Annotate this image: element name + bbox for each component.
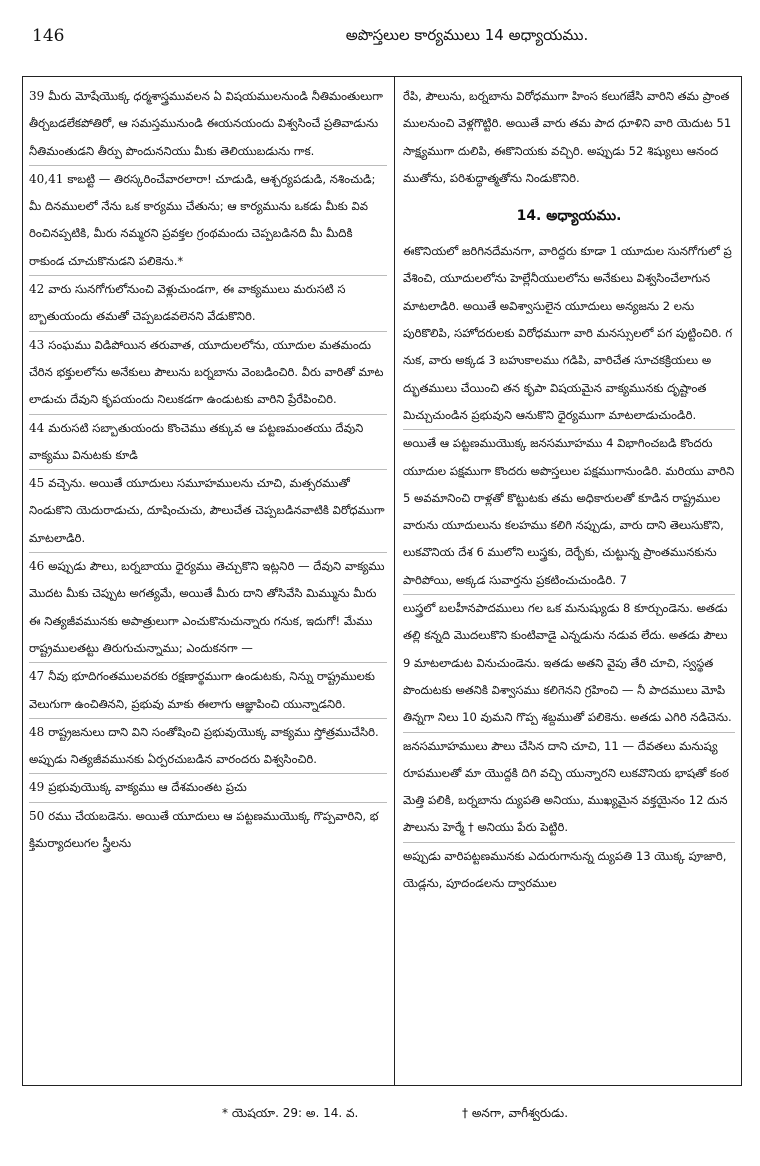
verse-paragraph — [29, 275, 387, 331]
verse-paragraph — [29, 331, 387, 414]
verse-text: ప్రభువుయొక్క వాక్యము ఆ దేశమంతట ప్రచు — [48, 780, 247, 795]
verse-paragraph — [29, 773, 387, 801]
running-title: అపొస్తలుల కార్యములు 14 అధ్యాయము. — [345, 26, 589, 44]
column-divider — [394, 77, 395, 1085]
right-column-body — [403, 238, 735, 897]
page-header — [22, 14, 742, 58]
verse-number: 48 — [29, 724, 45, 739]
verse-paragraph — [29, 165, 387, 275]
verse-text: మీరు మోషేయొక్క ధర్మశాస్త్రమువలన ఏ విషయములనుండి నీతిమంతులుగా తీర్చబడలేకపోతిరో, ఆ సమస్తమునుండి ఈయనయందు విశ్వసించే ప్రతివాడును నీతిమంతుడని తీర్పు పొందుననియు మీకు తెలియుబడును గాక. — [29, 89, 383, 158]
verse-number: 49 — [29, 780, 45, 795]
text-frame — [22, 76, 742, 1086]
verse-paragraph — [403, 594, 735, 731]
verse-number: 45 — [29, 476, 45, 491]
verse-number: 47 — [29, 669, 45, 684]
verse-paragraph — [29, 414, 387, 470]
verse-text: రము చేయబడెను. అయితే యూదులు ఆ పట్టణముయొక్క గొప్పవారిని, భక్తిమర్యాదలుగల స్త్రీలను — [29, 808, 379, 851]
verse-text: రేపి, పౌలును, బర్నబాను విరోధముగా హింస కలుగజేసి వారిని తమ ప్రాంతములనుంచి వెళ్లగొట్టిరి. అయితే వారు తమ పాద ధూళిని వారి యెదుట 51 సాక్ష్యముగా దులిపి, ఈకొనియకు వచ్చిరి. అప్పుడు 52 శిష్యులు ఆనందముతోను, పరిశుద్ధాత్మతోను నిండుకొనిరి. — [403, 89, 732, 185]
page — [22, 14, 742, 1154]
footnote-isaiah: * యెషయా. 29: అ. 14. వ. — [222, 1106, 359, 1120]
verse-text: లుస్త్రలో బలహీనపాదములు గల ఒక మనుష్యుడు 8 కూర్చుండెను. అతడు తల్లి కన్నది మొదలుకొని కుంటివాడై ఎన్నడును నడువ లేదు. అతడు పౌలు 9 మాటలాడుట వినుచుండెను. ఇతడు అతని వైపు తేరి చూచి, స్వస్థత పొందుటకు అతనికి విశ్వాసము కలిగెనని గ్రహించి — నీ పాదములు మోపి తిన్నగా నిలు 10 వుమని గొప్ప శబ్దముతో పలికెను. అతడు ఎగిరి నడిచెను. — [403, 601, 732, 725]
verse-text: ఈకొనియలో జరిగినదేమనగా, వారిద్దరు కూడా 1 యూదుల సునగోగులో ప్రవేశించి, యూదులలోను హెల్లేనీయులలోను అనేకులు విశ్వసించేలాగున మాటలాడిరి. అయితే అవిశ్వాసులైన యూదులు అన్యజను 2 లను పురికొలిపి, సహోదరులకు విరోధముగా వారి మనస్సులలో పగ పుట్టించిరి. గనుక, వారు అక్కడ 3 బహుకాలము గడిపి, వారిచేత సూచకక్రియలు అద్భుతములు చేయించి తన కృపా విషయమైన వాక్యమునకు దృష్టాంతమిచ్చుచుండిన ప్రభువుని ఆనుకొని ధైర్యముగా మాటలాడుచుండిరి. — [403, 244, 733, 422]
verse-text: అప్పుడు వారిపట్టణమునకు ఎదురుగానున్న ద్యుపతి 13 యొక్క పూజారి, యెడ్లను, పూదండలను ద్వారముల — [403, 848, 727, 891]
chapter-heading: 14. అధ్యాయము. — [516, 208, 622, 225]
page-number: 146 — [32, 26, 65, 46]
verse-paragraph — [403, 238, 735, 429]
verse-text: రాష్ట్రజనులు దాని విని సంతోషించి ప్రభువుయొక్క వాక్యము స్తోత్రముచేసిరి. అప్పుడు నిత్యజీవమునకు ఏర్పరచుబడిన వారందరు విశ్వసించిరి. — [29, 724, 379, 767]
verse-paragraph — [29, 662, 387, 718]
verse-text: మరుసటి సబ్బాతుయందు కొంచెము తక్కువ ఆ పట్టణమంతయు దేవుని వాక్యము వినుటకు కూడి — [29, 420, 364, 462]
verse-paragraph — [29, 469, 387, 552]
verse-paragraph — [29, 802, 387, 858]
verse-text: వారు సునగోగులోనుంచి వెళ్లుచుండగా, ఈ వాక్యములు మరుసటి సబ్బాతుయందు తమతో చెప్పబడవలెనని వేడుకొనిరి. — [29, 282, 346, 324]
verse-paragraph — [403, 842, 735, 898]
right-column — [403, 83, 735, 1079]
verse-text: సంఘము విడిపోయిన తరువాత, యూదులలోను, యూదుల మతమందు చేరిన భక్తులలోను అనేకులు పౌలును బర్నబాను వెంబడించిరి. వీరు వారితో మాటలాడుచు దేవుని కృపయందు నిలుకడగా ఉండుటకు వారిని ప్రేరేపించిరి. — [29, 337, 384, 407]
verse-text: నీవు భూదిగంతములవరకు రక్షణార్థముగా ఉండుటకు, నిన్ను రాష్ట్రములకు వెలుగుగా ఉంచితినని, ప్రభువు మాకు ఈలాగు ఆజ్ఞాపించి యున్నాడనిరి. — [29, 669, 375, 711]
verse-number: 40,41 — [29, 171, 64, 186]
verse-text: జనసమూహములు పౌలు చేసిన దాని చూచి, 11 — దేవతలు మనుష్యరూపములతో మా యొద్దకి దిగి వచ్చి యున్నారని లుకవొనియ భాషతో కంఠమెత్తి పలికి, బర్నబాను ద్యుపతి అనియు, ముఖ్యమైన వక్తయైనం 12 దున పౌలును హెర్మే † అనియు పేరు పెట్టిరి. — [403, 738, 729, 835]
verse-text: అయితే ఆ పట్టణముయొక్క జనసమూహము 4 విభాగించబడి కొందరు యూదుల పక్షముగా కొందరు అపొస్తలుల పక్షముగానుండిరి. మరియు వారిని 5 అవమానించి రాళ్లతో కొట్టుటకు తమ అధికారులతో కూడిన రాష్ట్రములవారును యూదులును కలహము కలిగి నప్పుడు, వారు దాని తెలుసుకొని, లుకవొనియ దేశ 6 ములోని లుస్త్రకు, దెర్బేకు, చుట్టున్న ప్రాంతమునకును పారిపోయి, అక్కడ సువార్తను ప్రకటించుచుండిరి. 7 — [403, 436, 735, 587]
verse-paragraph — [403, 429, 735, 594]
verse-paragraph — [29, 83, 387, 165]
verse-paragraph — [403, 732, 735, 842]
verse-number: 39 — [29, 89, 45, 103]
verse-paragraph — [403, 83, 735, 192]
footnote-vageeswara: † అనగా, వాగీశ్వరుడు. — [462, 1106, 569, 1120]
right-column-continuation — [403, 83, 735, 192]
left-column — [29, 83, 387, 1079]
verse-number: 44 — [29, 420, 45, 435]
verse-text: కాబట్టి — తిరస్కరించేవారలారా! చూడుడి, ఆశ్చర్యపడుడి, నశించుడి; మీ దినములలో నేను ఒక కార్యము చేతును; ఆ కార్యమును ఒకడు మీకు వివరించినప్పటికి, మీరు నమ్మరని ప్రవక్తల గ్రంథమందు చెప్పబడినది మీ మీదికి రాకుండ చూచుకొనుడని పలికెను.* — [29, 171, 376, 268]
verse-number: 42 — [29, 282, 45, 297]
verse-number: 43 — [29, 337, 45, 352]
verse-paragraph — [29, 552, 387, 662]
verse-number: 46 — [29, 559, 45, 574]
verse-text: అప్పుడు పౌలు, బర్నబాయు ధైర్యము తెచ్చుకొని ఇట్లనిరి — దేవుని వాక్యము మొదట మీకు చెప్పుట అగత్యమే, అయితే మీరు దాని తోసివేసి మిమ్మును మీరు ఈ నిత్యజీవమునకు అపాత్రులుగా ఎంచుకొనుచున్నారు గనుక, ఇదుగో! మేము రాష్ట్రములతట్టు తిరుగుచున్నాము; ఎందుకనగా — — [29, 559, 385, 655]
verse-paragraph — [29, 718, 387, 774]
verse-number: 50 — [29, 808, 45, 823]
footnotes — [22, 1102, 742, 1132]
verse-text: వచ్చెను. అయితే యూదులు సమూహములను చూచి, మత్సరముతో నిండుకొని యెదురాడుచు, దూషించుచు, పౌలుచేత చెప్పబడినవాటికి విరోధముగా మాటలాడిరి. — [29, 476, 385, 545]
